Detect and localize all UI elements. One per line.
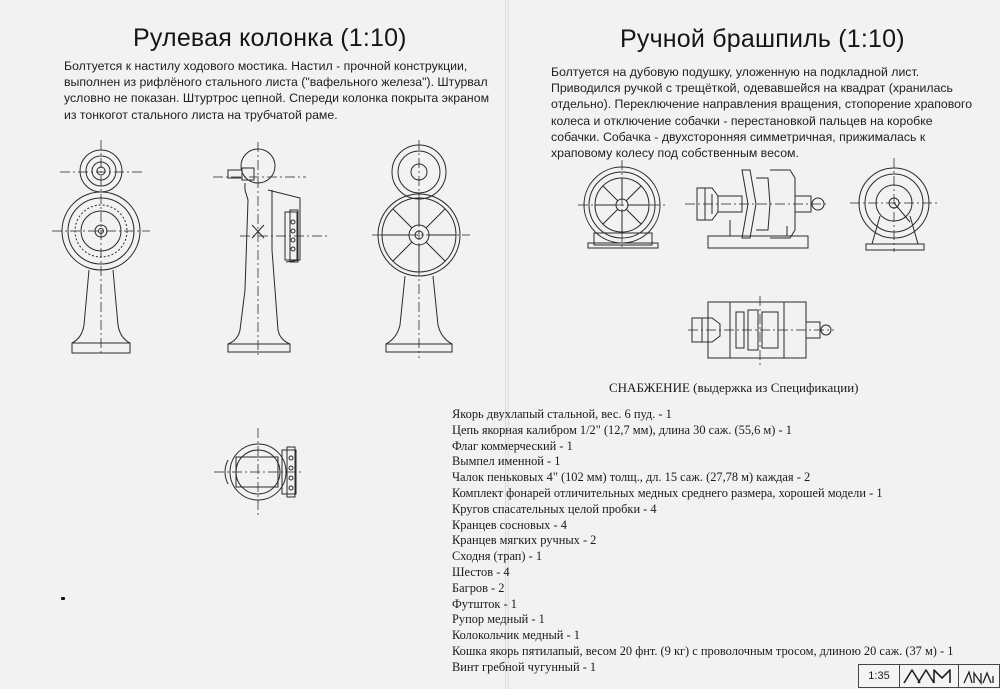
supply-item: Винт гребной чугунный - 1 (452, 659, 597, 674)
steering-column-side-view (213, 142, 330, 358)
steering-column-description: Болтуется к настилу ходового мостика. Настил - прочной конструкции, выполнен из рифлёного стального листа ("вафельного железа"). Штурвал условно не показан. Штуртрос цепной. Спереди колонка покрыта экраном из тонкогот стального листа на трубчатой раме. (64, 59, 490, 122)
supply-item: Сходня (трап) - 1 (452, 549, 543, 564)
supply-item: Чалок пеньковых 4" (102 мм) толщ., дл. 15 саж. (27,78 м) каждая - 2 (452, 470, 811, 485)
ink-speck (61, 597, 65, 600)
publisher-logo (900, 665, 959, 687)
windlass-description: Болтуется на дубовую подушку, уложенную на подкладной лист. Приводился ручкой с трещёткой, одевавшейся на квадрат (хранилась отдельно). Переключение направления вращения, стопорение храпового колеса и отключение собачки - перестановкой пальцев на коробке собачки. Собачка - двухсторонняя симметричная, прижималась к храповому колесу под собственным весом. (551, 65, 973, 161)
supply-item: Комплект фонарей отличительных медных среднего размера, хорошей модели - 1 (452, 485, 883, 500)
title-block (858, 664, 1000, 688)
steering-column-title: Рулевая колонка (1:10) (133, 24, 407, 52)
supply-item: Кранцев сосновых - 4 (452, 517, 567, 532)
supply-item: Колокольчик медный - 1 (452, 628, 580, 643)
supply-item: Кругов спасательных целой пробки - 4 (452, 501, 657, 516)
windlass-title: Ручной брашпиль (1:10) (620, 25, 905, 53)
supply-item: Шестов - 4 (452, 564, 510, 579)
windlass-front-view (578, 160, 668, 250)
steering-column-rear-view (372, 140, 470, 358)
windlass-side-view (685, 170, 826, 248)
steering-column-front-view (52, 140, 150, 355)
supply-item: Футшток - 1 (452, 596, 517, 611)
series-logo-mark (961, 667, 997, 685)
windlass-end-view (850, 158, 940, 252)
supply-item: Вымпел именной - 1 (452, 454, 561, 469)
series-logo (959, 665, 999, 687)
supply-item: Кошка якорь пятилапый, весом 20 фнт. (9 кг) с проволочным тросом, длиною 20 саж. (37 м) - 1 (452, 643, 954, 658)
supply-item: Кранцев мягких ручных - 2 (452, 533, 597, 548)
supply-list (452, 407, 953, 676)
publisher-logo-mark (902, 667, 956, 685)
steering-column-plan-view (214, 428, 304, 516)
supply-item: Багров - 2 (452, 580, 505, 595)
supply-item: Рупор медный - 1 (452, 612, 545, 627)
windlass-plan-view (688, 296, 834, 366)
supply-item: Якорь двухлапый стальной, вес. 6 пуд. - 1 (452, 407, 672, 421)
supply-item: Флаг коммерческий - 1 (452, 438, 573, 453)
supply-heading: СНАБЖЕНИЕ (выдержка из Спецификации) (609, 380, 859, 395)
supply-item: Цепь якорная калибром 1/2" (12,7 мм), длина 30 саж. (55,6 м) - 1 (452, 422, 792, 437)
scale-label: 1:35 (859, 665, 900, 687)
